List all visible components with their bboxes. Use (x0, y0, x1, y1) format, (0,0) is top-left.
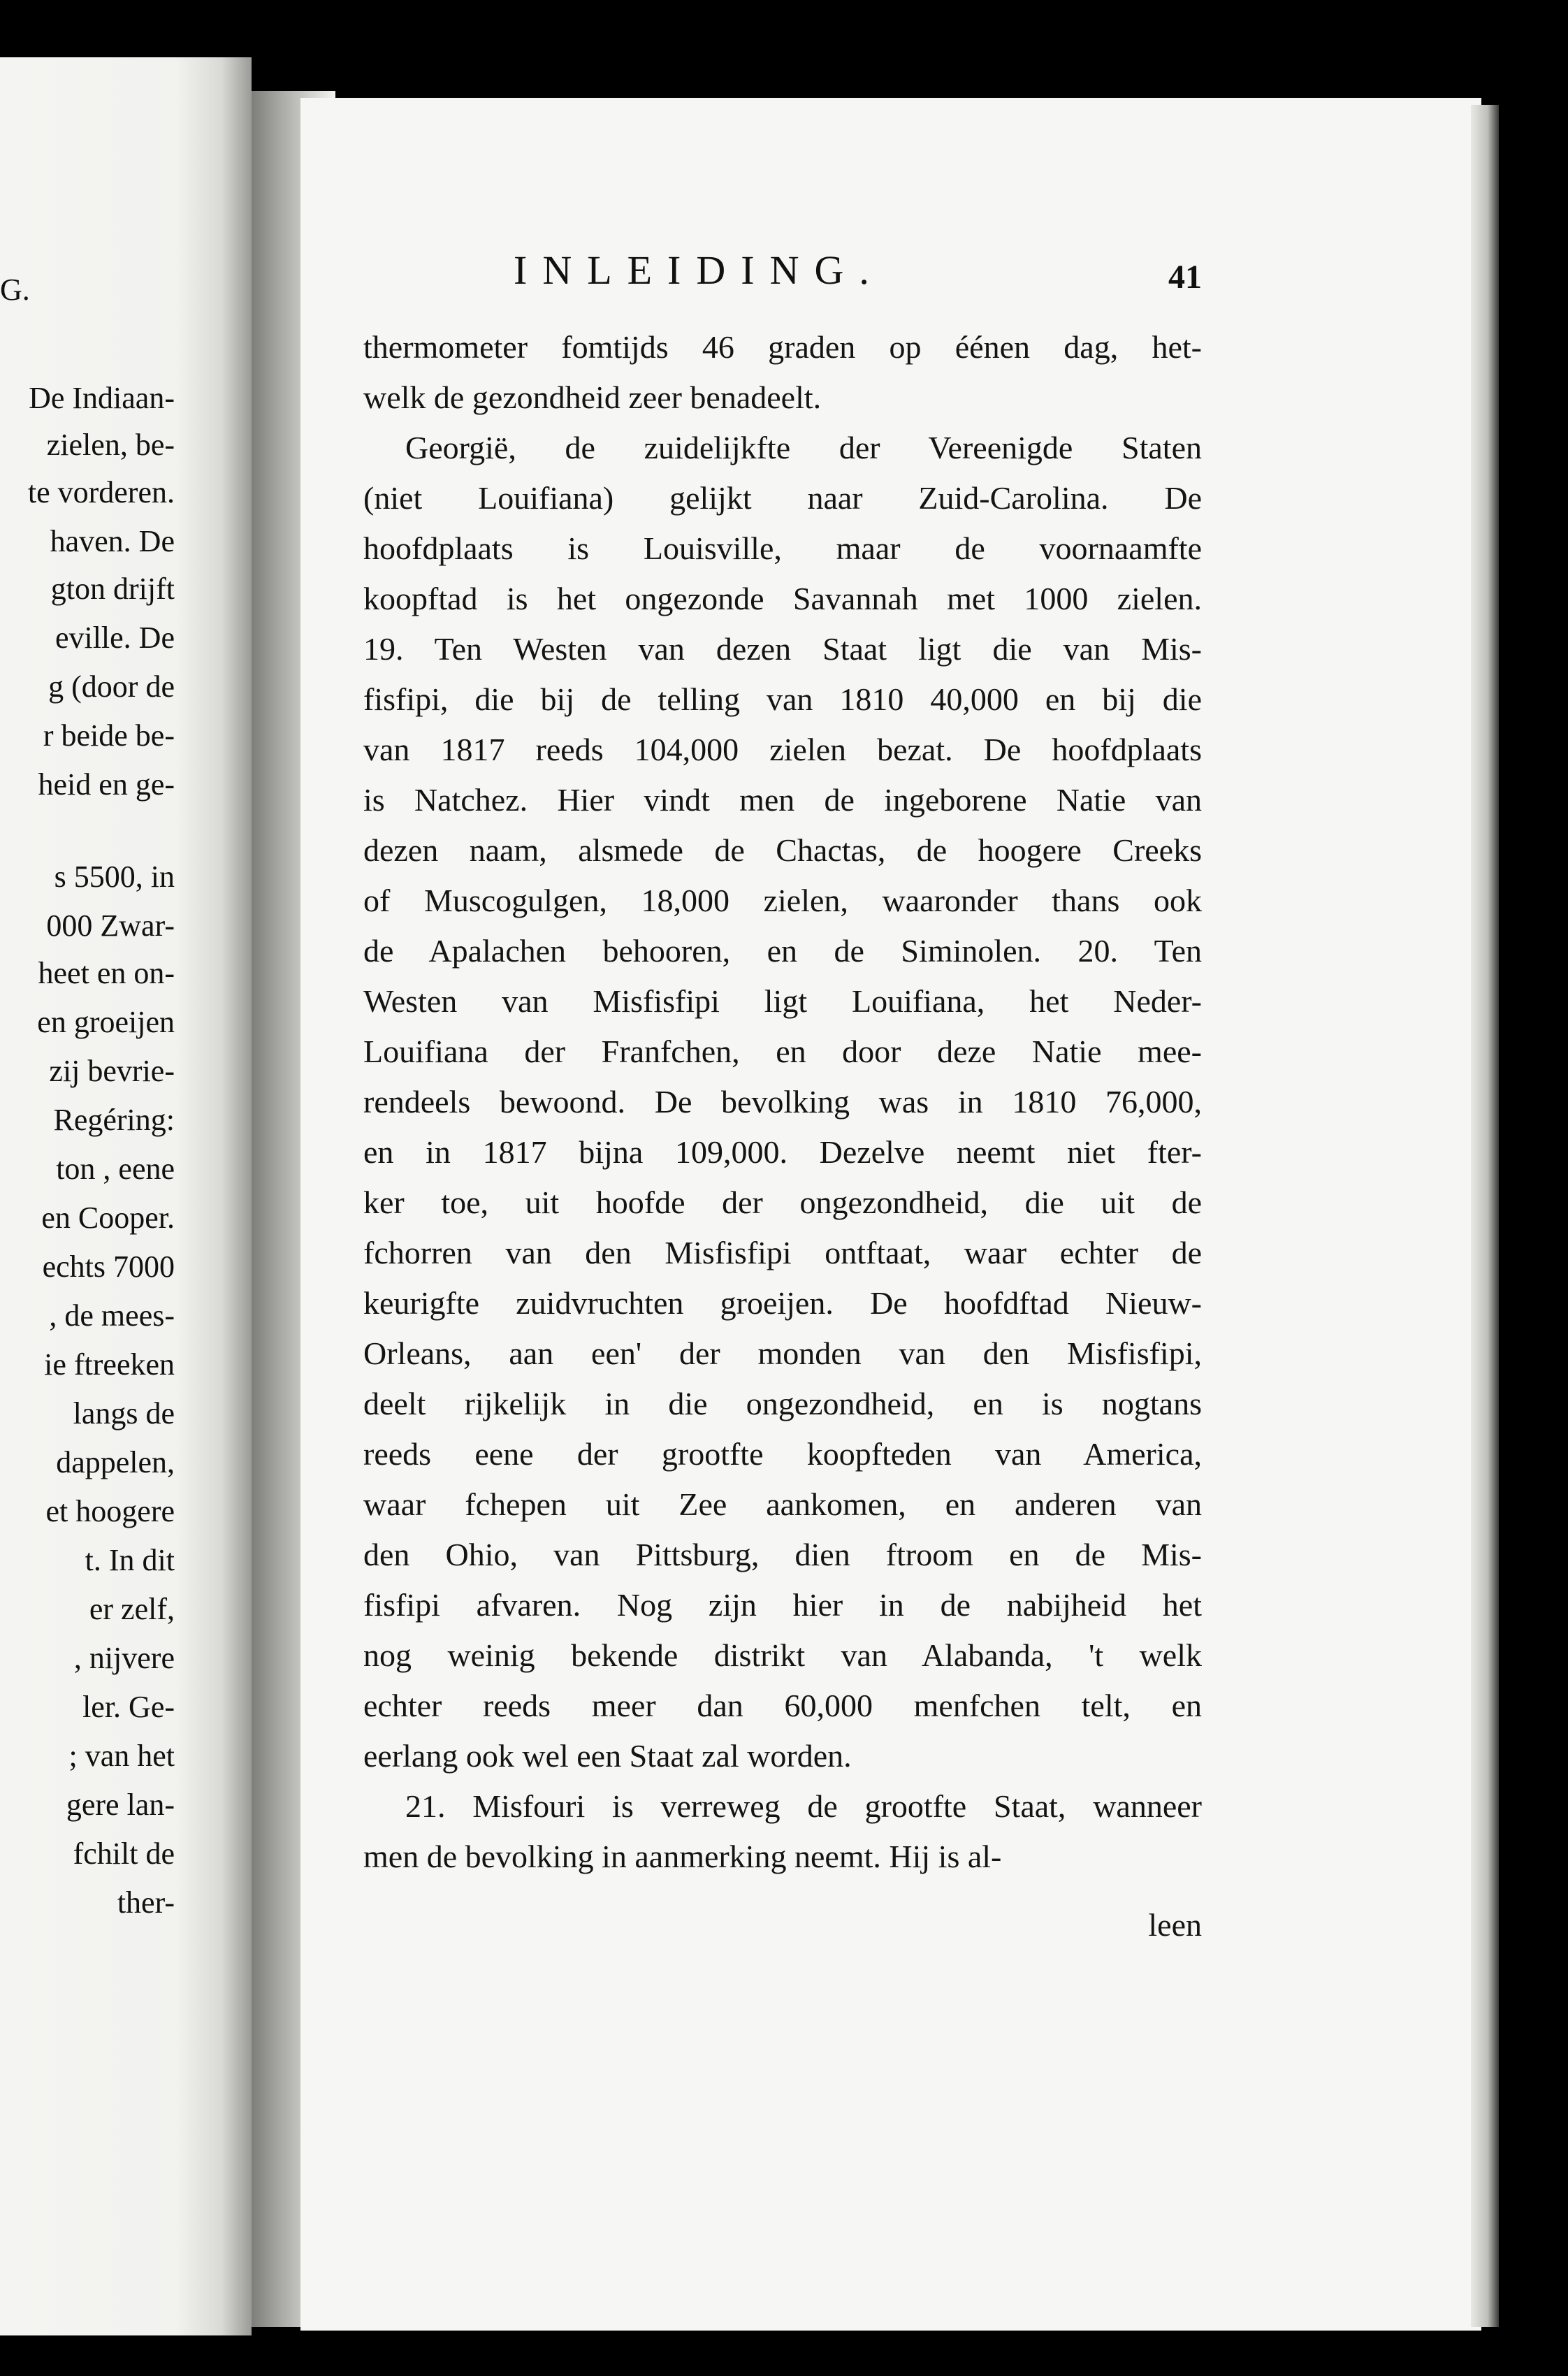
left-page-line: gton drijft (50, 572, 175, 606)
text-line: fchorren van den Misfisfipi ontftaat, waar echter de (363, 1235, 1202, 1270)
page-edge (1471, 105, 1499, 2327)
left-page-line: ther- (117, 1885, 175, 1920)
left-page-line: en groeijen (37, 1005, 175, 1039)
left-page-line: haven. De (50, 524, 175, 558)
text-line: 19. Ten Westen van dezen Staat ligt die van Mis- (363, 631, 1202, 667)
text-line: men de bevolking in aanmerking neemt. Hij is al- (363, 1839, 1002, 1874)
text-line: dezen naam, alsmede de Chactas, de hoogere Creeks (363, 832, 1202, 868)
text-line: rendeels bewoond. De bevolking was in 1810 76,000, (363, 1084, 1202, 1120)
running-head: INLEIDING. (514, 247, 885, 293)
left-page-line: en Cooper. (41, 1201, 175, 1235)
text-line: fisfipi, die bij de telling van 1810 40,000 en bij die (363, 681, 1202, 717)
left-page-line: , nijvere (73, 1641, 175, 1675)
text-line: fisfipi afvaren. Nog zijn hier in de nabijheid het (363, 1587, 1202, 1623)
left-page-line: Regéring: (53, 1103, 175, 1137)
left-page-line (0, 323, 175, 369)
left-page-line: eville. De (55, 621, 175, 655)
left-page-line: zij bevrie- (49, 1054, 175, 1088)
left-page-line: 000 Zwar- (46, 908, 175, 943)
catchword: leen (1148, 1907, 1202, 1943)
left-page-line: g (door de (48, 669, 175, 704)
text-line: (niet Louifiana) gelijkt naar Zuid-Carolina. De (363, 480, 1202, 516)
text-line: Georgië, de zuidelijkfte der Vereenigde Staten (405, 430, 1202, 465)
left-page-line: fchilt de (73, 1837, 175, 1871)
left-page-line: er zelf, (89, 1592, 175, 1626)
left-page-line: ler. Ge- (82, 1690, 175, 1724)
text-line: nog weinig bekende distrikt van Alabanda, 't welk (363, 1637, 1202, 1673)
left-page-line: et hoogere (45, 1494, 175, 1528)
text-line: den Ohio, van Pittsburg, dien ftroom en de Mis- (363, 1537, 1202, 1572)
text-line: eerlang ook wel een Staat zal worden. (363, 1738, 852, 1774)
text-line: koopftad is het ongezonde Savannah met 1000 zielen. (363, 581, 1202, 616)
text-line: echter reeds meer dan 60,000 menfchen telt, en (363, 1688, 1202, 1723)
text-line: welk de gezondheid zeer benadeelt. (363, 379, 822, 415)
left-page-line: heet en on- (38, 956, 175, 990)
left-page-line (0, 811, 175, 857)
text-line: ker toe, uit hoofde der ongezondheid, die uit de (363, 1185, 1202, 1220)
left-page-line: langs de (73, 1396, 175, 1430)
text-line: hoofdplaats is Louisville, maar de voornaamfte (363, 530, 1202, 566)
left-page (0, 57, 252, 2335)
left-page-line: s 5500, in (54, 860, 175, 894)
left-page-line: ie ftreeken (44, 1347, 175, 1382)
text-line: en in 1817 bijna 109,000. Dezelve neemt niet fter- (363, 1134, 1202, 1170)
text-line: thermometer fomtijds 46 graden op éénen dag, het- (363, 329, 1202, 365)
left-page-line: G. (0, 273, 30, 307)
text-line: Westen van Misfisfipi ligt Louifiana, het Neder- (363, 983, 1202, 1019)
text-line: Orleans, aan een' der monden van den Misfisfipi, (363, 1335, 1202, 1371)
text-line: reeds eene der grootfte koopfteden van America, (363, 1436, 1202, 1472)
left-page-line: ton , eene (56, 1152, 175, 1186)
left-page-line: ; van het (68, 1739, 175, 1773)
body-text (363, 323, 1202, 1958)
text-line: is Natchez. Hier vindt men de ingeborene Natie van (363, 782, 1202, 818)
left-page-line: , de mees- (49, 1298, 175, 1333)
left-page-line: heid en ge- (38, 767, 175, 802)
text-line: waar fchepen uit Zee aankomen, en anderen van (363, 1486, 1202, 1522)
page-number: 41 (1168, 259, 1202, 296)
left-page-line: echts 7000 (42, 1249, 175, 1284)
text-line: Louifiana der Franfchen, en door deze Natie mee- (363, 1034, 1202, 1069)
text-line: of Muscogulgen, 18,000 zielen, waaronder thans ook (363, 883, 1202, 918)
text-line: 21. Misfouri is verreweg de grootfte Staat, wanneer (405, 1788, 1202, 1824)
text-line: van 1817 reeds 104,000 zielen bezat. De hoofdplaats (363, 732, 1202, 767)
text-line: keurigfte zuidvruchten groeijen. De hoofdftad Nieuw- (363, 1285, 1202, 1321)
left-page-line: dappelen, (56, 1445, 175, 1479)
left-page-line: zielen, be- (46, 428, 175, 462)
left-page-line: t. In dit (85, 1543, 175, 1577)
left-page-line: r beide be- (43, 718, 175, 753)
left-page-line: gere lan- (66, 1788, 175, 1822)
text-line: deelt rijkelijk in die ongezondheid, en is nogtans (363, 1386, 1202, 1421)
text-line: de Apalachen behooren, en de Siminolen. 20. Ten (363, 933, 1202, 969)
left-page-line: te vorderen. (27, 475, 175, 509)
left-page-line: De Indiaan- (29, 381, 175, 415)
